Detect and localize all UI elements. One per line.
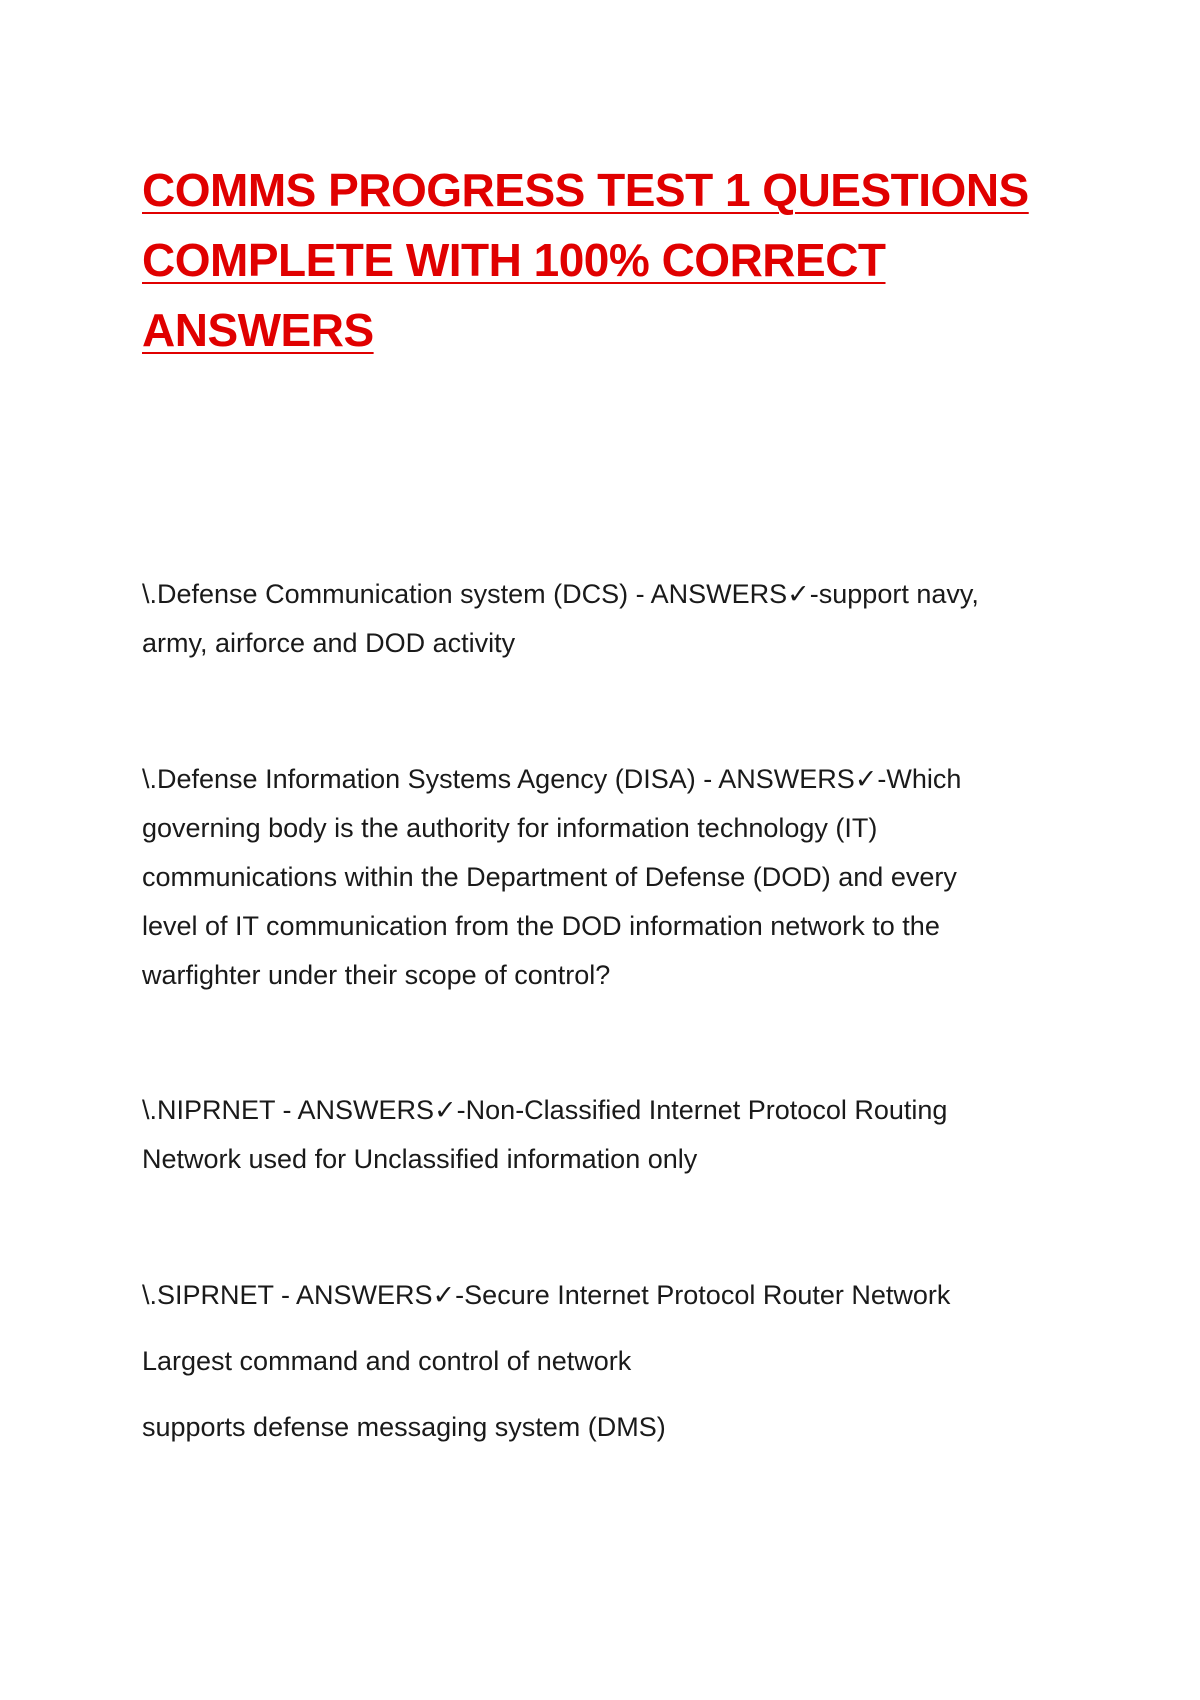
entry-line: \.SIPRNET - ANSWERS✓-Secure Internet Protocol Router Network xyxy=(142,1280,951,1310)
title-line-3: ANSWERS xyxy=(142,304,374,356)
entry-line: governing body is the authority for information technology (IT) xyxy=(142,813,878,843)
entry-line: \.NIPRNET - ANSWERS✓-Non-Classified Internet Protocol Routing xyxy=(142,1095,948,1125)
qa-entry-niprnet xyxy=(142,1086,1042,1184)
qa-entry-siprnet xyxy=(142,1271,1042,1452)
entry-line: supports defense messaging system (DMS) xyxy=(142,1412,666,1442)
entry-line: \.Defense Information Systems Agency (DISA) - ANSWERS✓-Which xyxy=(142,764,962,794)
entry-line: army, airforce and DOD activity xyxy=(142,628,516,658)
qa-entry-dcs xyxy=(142,570,1042,668)
entry-line: communications within the Department of Defense (DOD) and every xyxy=(142,862,957,892)
entry-line: Network used for Unclassified information only xyxy=(142,1144,698,1174)
entry-line: warfighter under their scope of control? xyxy=(142,960,611,990)
title-line-1: COMMS PROGRESS TEST 1 QUESTIONS xyxy=(142,164,1029,216)
entry-line: Largest command and control of network xyxy=(142,1346,632,1376)
document-title xyxy=(142,155,1042,365)
qa-entry-disa xyxy=(142,755,1042,1000)
entry-line: level of IT communication from the DOD information network to the xyxy=(142,911,940,941)
entry-line: \.Defense Communication system (DCS) - ANSWERS✓-support navy, xyxy=(142,579,979,609)
title-line-2: COMPLETE WITH 100% CORRECT xyxy=(142,234,886,286)
